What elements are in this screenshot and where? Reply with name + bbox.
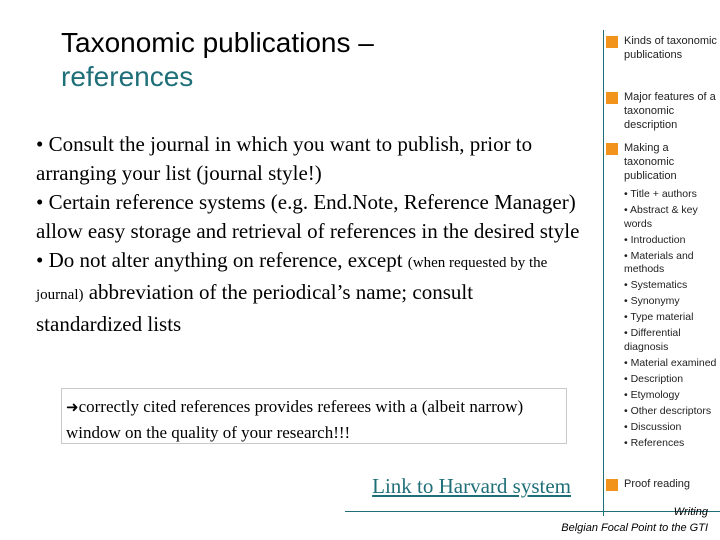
arrow-icon: ➜ [66, 398, 79, 416]
note-text: correctly cited references provides referees with a (albeit narrow) window on the quality of your research!!! [66, 397, 524, 442]
harvard-system-link[interactable]: Link to Harvard system [372, 474, 571, 498]
nav-subitem[interactable]: • Differential diagnosis [624, 327, 681, 353]
footer-line-2: Belgian Focal Point to the GTI [561, 522, 708, 534]
nav-subitem[interactable]: • Abstract & key words [624, 203, 698, 230]
square-bullet-icon [606, 36, 618, 48]
nav-item-label: Major features of a taxonomic description [624, 91, 716, 131]
slide-body [36, 130, 584, 339]
nav-item-label: Kinds of taxonomic publications [624, 35, 717, 61]
square-bullet-icon [606, 143, 618, 155]
footer [561, 504, 708, 536]
bullet-1: • Consult the journal in which you want to publish, prior to arranging your list (journal style!) [36, 132, 533, 185]
note-box [61, 388, 567, 444]
bullet-3-start: • Do not alter anything on reference, except [36, 248, 408, 272]
nav-subitems [624, 188, 720, 453]
nav-subitem[interactable]: • References [624, 436, 685, 449]
nav-subitem[interactable]: • Materials and methods [624, 249, 694, 276]
vertical-divider [603, 30, 604, 516]
nav-subitem[interactable]: • Title + authors [624, 188, 697, 200]
nav-subitem[interactable]: • Synonymy [624, 295, 680, 308]
nav-subitem[interactable]: • Systematics [624, 279, 688, 292]
square-bullet-icon [606, 92, 618, 104]
square-bullet-icon [606, 479, 618, 491]
bullet-3 [36, 246, 584, 339]
nav-subitem[interactable]: • Introduction [624, 233, 686, 246]
bullet-3-small: (when requested by the journal) [36, 255, 548, 303]
nav-item-label: Proof reading [624, 478, 691, 490]
title-line-1: Taxonomic publications – [61, 27, 374, 58]
nav-subitem[interactable]: • Description [624, 372, 684, 385]
nav-subitem[interactable]: • Other descriptors [624, 404, 712, 417]
nav-subitem[interactable]: • Type material [624, 311, 694, 324]
bullet-2: • Certain reference systems (e.g. End.Note, Reference Manager) allow easy storage and retrieval of references in the desired style [36, 190, 580, 243]
nav-item-label: Making a taxonomic publication [624, 142, 677, 182]
footer-line-1: Writing [673, 506, 708, 518]
nav-subitem[interactable]: • Etymology [624, 388, 680, 401]
bullet-3-end: abbreviation of the periodical’s name; consult standardized lists [36, 280, 474, 336]
slide-title [61, 26, 581, 94]
title-line-2: references [61, 61, 194, 92]
nav-subitem[interactable]: • Discussion [624, 420, 682, 433]
nav-subitem[interactable]: • Material examined [624, 356, 717, 369]
